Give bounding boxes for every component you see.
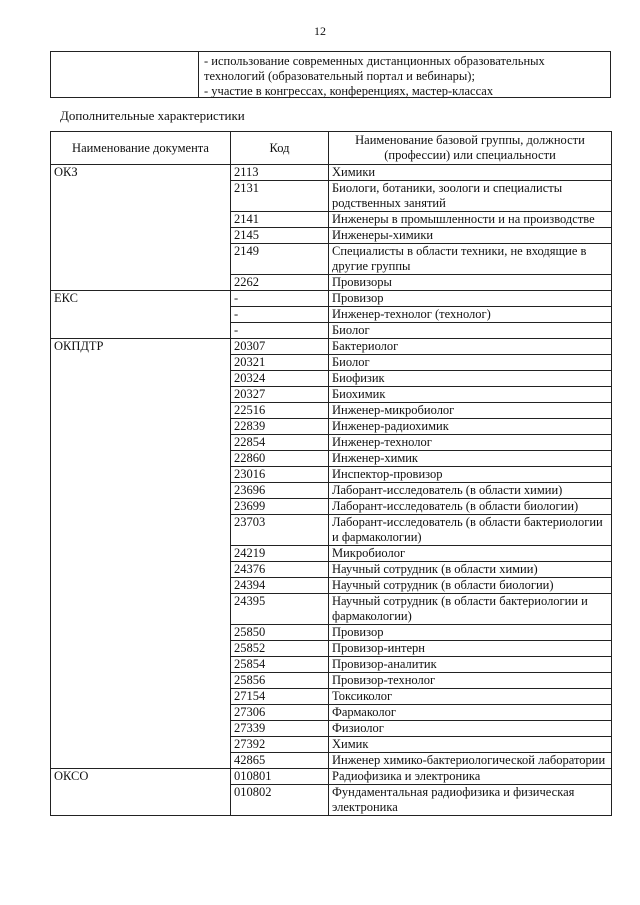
section-title: Дополнительные характеристики [60,108,245,123]
code-cell: 22854 [231,435,329,451]
document-cell: ОКЗ [51,165,231,291]
name-cell: Специалисты в области техники, не входящие в другие группы [329,244,612,275]
table-body [51,165,612,816]
name-cell: Инженер-микробиолог [329,403,612,419]
characteristics-table [50,131,612,816]
table-header-row [51,132,612,165]
code-cell: 42865 [231,753,329,769]
code-cell: 25854 [231,657,329,673]
document-cell: ОКСО [51,769,231,816]
name-cell: Инженер-технолог [329,435,612,451]
code-cell: 25852 [231,641,329,657]
name-cell: Провизор-аналитик [329,657,612,673]
name-cell: Химики [329,165,612,181]
code-cell: 2131 [231,181,329,212]
code-cell: 2113 [231,165,329,181]
name-cell: Физиолог [329,721,612,737]
code-cell: 20324 [231,371,329,387]
code-cell: 2262 [231,275,329,291]
name-cell: Биофизик [329,371,612,387]
code-cell: 23696 [231,483,329,499]
code-cell: 25856 [231,673,329,689]
name-cell: Провизор [329,291,612,307]
name-cell: Бактериолог [329,339,612,355]
code-cell: 23703 [231,515,329,546]
continuation-text [204,54,606,99]
code-cell: 27339 [231,721,329,737]
code-cell: - [231,323,329,339]
continuation-box [50,51,611,98]
name-cell: Инспектор-провизор [329,467,612,483]
code-cell: - [231,307,329,323]
document-cell: ОКПДТР [51,339,231,769]
code-cell: 23016 [231,467,329,483]
code-cell: 24395 [231,594,329,625]
code-cell: 24376 [231,562,329,578]
name-cell: Биологи, ботаники, зоологи и специалисты родственных занятий [329,181,612,212]
code-cell: 22860 [231,451,329,467]
name-cell: Химик [329,737,612,753]
table-row [51,769,612,785]
table-row [51,291,612,307]
page-number: 12 [314,24,326,38]
name-cell: Фундаментальная радиофизика и физическая электроника [329,785,612,816]
name-cell: Лаборант-исследователь (в области химии) [329,483,612,499]
name-cell: Инженер-радиохимик [329,419,612,435]
code-cell: 23699 [231,499,329,515]
name-cell: Радиофизика и электроника [329,769,612,785]
table-row [51,339,612,355]
code-cell: 2149 [231,244,329,275]
code-cell: - [231,291,329,307]
name-cell: Провизор [329,625,612,641]
name-cell: Токсиколог [329,689,612,705]
name-cell: Биолог [329,355,612,371]
name-cell: Инженер химико-бактериологической лаборатории [329,753,612,769]
name-cell: Инженер-химик [329,451,612,467]
code-cell: 24394 [231,578,329,594]
name-cell: Научный сотрудник (в области химии) [329,562,612,578]
name-cell: Научный сотрудник (в области биологии) [329,578,612,594]
continuation-line: технологий (образовательный портал и вебинары); [204,69,475,83]
name-cell: Лаборант-исследователь (в области бактериологии и фармакологии) [329,515,612,546]
header-document: Наименование документа [51,132,231,165]
continuation-divider [198,52,199,97]
name-cell: Биохимик [329,387,612,403]
name-cell: Инженеры-химики [329,228,612,244]
name-cell: Провизоры [329,275,612,291]
code-cell: 27154 [231,689,329,705]
name-cell: Биолог [329,323,612,339]
code-cell: 22516 [231,403,329,419]
name-cell: Инженер-технолог (технолог) [329,307,612,323]
header-name: Наименование базовой группы, должности (профессии) или специальности [329,132,612,165]
name-cell: Инженеры в промышленности и на производстве [329,212,612,228]
code-cell: 010802 [231,785,329,816]
table-row [51,165,612,181]
code-cell: 27306 [231,705,329,721]
code-cell: 20321 [231,355,329,371]
code-cell: 24219 [231,546,329,562]
name-cell: Лаборант-исследователь (в области биологии) [329,499,612,515]
name-cell: Научный сотрудник (в области бактериологии и фармакологии) [329,594,612,625]
header-code: Код [231,132,329,165]
document-cell: ЕКС [51,291,231,339]
continuation-line: - использование современных дистанционных образовательных [204,54,545,68]
code-cell: 2145 [231,228,329,244]
continuation-line: - участие в конгрессах, конференциях, мастер-классах [204,84,494,98]
code-cell: 010801 [231,769,329,785]
code-cell: 2141 [231,212,329,228]
code-cell: 25850 [231,625,329,641]
name-cell: Провизор-технолог [329,673,612,689]
code-cell: 20327 [231,387,329,403]
code-cell: 22839 [231,419,329,435]
name-cell: Фармаколог [329,705,612,721]
name-cell: Провизор-интерн [329,641,612,657]
code-cell: 20307 [231,339,329,355]
code-cell: 27392 [231,737,329,753]
name-cell: Микробиолог [329,546,612,562]
